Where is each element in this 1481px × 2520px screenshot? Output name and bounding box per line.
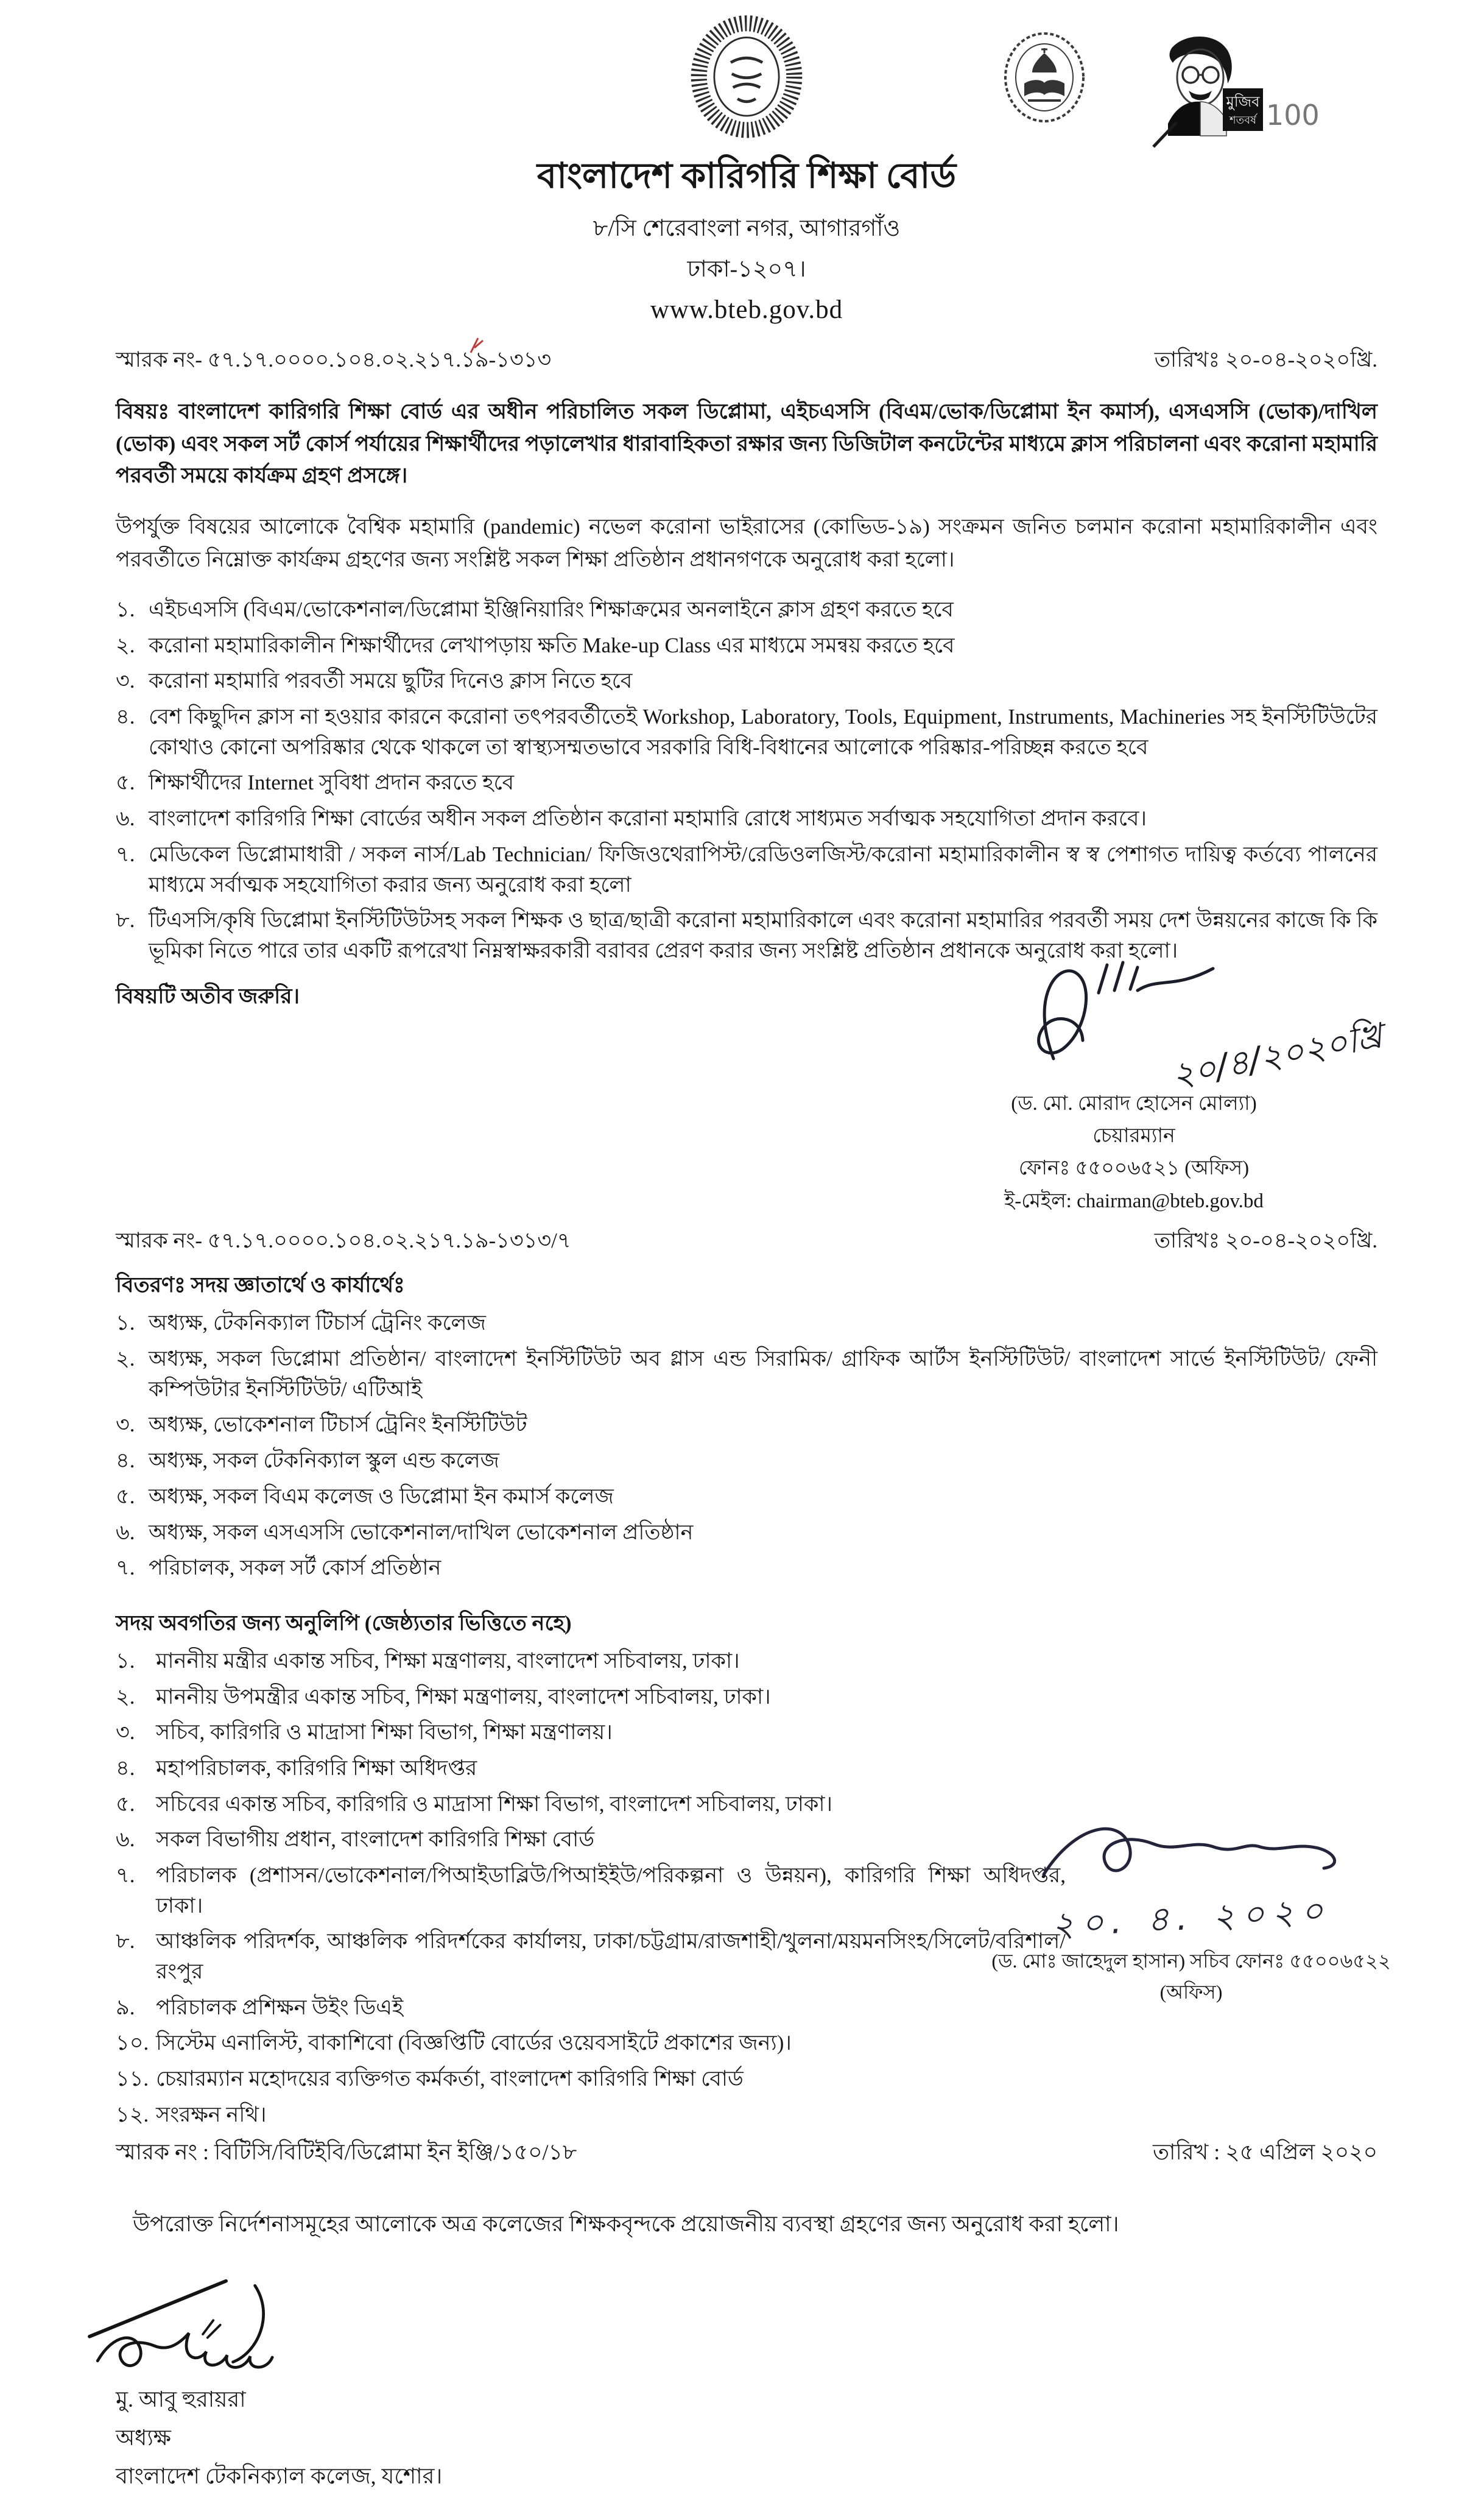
directives-list xyxy=(116,595,1377,966)
copies-heading: সদয় অবগতির জন্য অনুলিপি (জেষ্ঠ্যতার ভিত্তিতে নহে) xyxy=(116,1611,572,1635)
copy-item xyxy=(116,2100,1066,2130)
copy-item xyxy=(116,1992,1066,2023)
directive-item xyxy=(116,666,1377,696)
copy-item xyxy=(116,1646,1066,1676)
copy-item xyxy=(116,1753,1066,1784)
item-text: চেয়ারম্যান মহোদয়ের ব্যক্তিগত কর্মকর্তা, বাংলাদেশ কারিগরি শিক্ষা বোর্ড xyxy=(156,2067,744,2091)
item-number: ৭. xyxy=(116,1556,135,1580)
mujib-logo-sublabel: শতবর্ষ xyxy=(1229,114,1257,126)
header-right-logos xyxy=(999,27,1320,152)
item-number: ১. xyxy=(116,1648,135,1673)
copy-item xyxy=(116,1717,1066,1748)
distribution-item xyxy=(116,1344,1377,1404)
memo-date-3: তারিখ : ২৫ এপ্রিল ২০২০ xyxy=(1153,2139,1377,2164)
org-address-line1: ৮/সি শেরেবাংলা নগর, আগারগাঁও xyxy=(593,216,901,241)
item-text: সচিবের একান্ত সচিব, কারিগরি ও মাদ্রাসা শিক্ষা বিভাগ, বাংলাদেশ সচিবালয়, ঢাকা। xyxy=(156,1791,832,1816)
item-number: ৪. xyxy=(116,1756,135,1780)
memo-date-1: তারিখঃ ২০-০৪-২০২০খ্রি. xyxy=(1154,348,1377,372)
distribution-heading: বিতরণঃ সদয় জ্ঞাতার্থে ও কার্যার্থেঃ xyxy=(116,1273,405,1297)
item-text: অধ্যক্ষ, সকল বিএম কলেজ ও ডিপ্লোমা ইন কমার্স কলেজ xyxy=(149,1484,614,1508)
memo-row-1 xyxy=(116,343,1377,379)
item-text: মাননীয় উপমন্ত্রীর একান্ত সচিব, শিক্ষা মন্ত্রণালয়, বাংলাদেশ সচিবালয়, ঢাকা। xyxy=(156,1684,771,1709)
item-text: বেশ কিছুদিন ক্লাস না হওয়ার কারনে করোনা তৎপরবর্তীতেই Workshop, Laboratory, Tools, Equipment, Instruments, Machineries সহ ইনস্টিটিউটের কোথাও কোনো অপরিষ্কার থেকে থাকলে তা স্বাস্থ্যসম্মতভাবে সরকারি বিধি-বিধানের আলোকে পরিষ্কার-পরিচ্ছন্ন করতে হবে xyxy=(149,705,1377,759)
item-number: ২. xyxy=(116,1347,135,1371)
item-number: ১০. xyxy=(116,2031,149,2055)
principal-org: বাংলাদেশ টেকনিক্যাল কলেজ, যশোর। xyxy=(116,2463,443,2488)
item-number: ৭. xyxy=(116,842,135,866)
bteb-seal-icon xyxy=(689,17,804,145)
directive-item xyxy=(116,803,1377,834)
principal-name: মু. আবু হুরায়রা xyxy=(116,2387,246,2412)
principal-signature-icon xyxy=(73,2265,359,2381)
item-text: অধ্যক্ষ, ভোকেশনাল টিচার্স ট্রেনিং ইনস্টিটিউট xyxy=(149,1413,527,1437)
forwarding-note: উপরোক্ত নির্দেশনাসমূহের আলোকে অত্র কলেজের শিক্ষকবৃন্দকে প্রয়োজনীয় ব্যবস্থা গ্রহণের জন্য অনুরোধ করা হলো। xyxy=(133,2211,1119,2236)
item-text: শিক্ষার্থীদের Internet সুবিধা প্রদান করতে হবে xyxy=(149,771,515,795)
distribution-item xyxy=(116,1410,1377,1440)
item-text: সচিব, কারিগরি ও মাদ্রাসা শিক্ষা বিভাগ, শিক্ষা মন্ত্রণালয়। xyxy=(156,1720,613,1745)
item-number: ৫. xyxy=(116,1791,135,1816)
item-text: টিএসসি/কৃষি ডিপ্লোমা ইনস্টিটিউটসহ সকল শিক্ষক ও ছাত্র/ছাত্রী করোনা মহামারিকালে এবং করোনা মহামারির পরবর্তী সময় দেশ উন্নয়নের কাজে কি কি ভূমিকা নিতে পারে তার একটি রূপরেখা নিম্নস্বাক্ষরকারী বরাবর প্রেরণ করার জন্য সংশ্লিষ্ট প্রতিষ্ঠান প্রধানকে অনুরোধ করা হলো। xyxy=(149,908,1377,962)
directive-item xyxy=(116,839,1377,900)
chairman-handwritten-date: ২০/৪/২০২০খ্রি xyxy=(1168,1016,1385,1096)
item-number: ৮. xyxy=(116,908,135,933)
item-text: পরিচালক (প্রশাসন/ভোকেশনাল/পিআইডাব্লিউ/পিআইইউ/পরিকল্পনা ও উন্নয়ন), কারিগরি শিক্ষা অধিদপ্তর, ঢাকা। xyxy=(156,1863,1066,1918)
copy-item xyxy=(116,2028,1066,2058)
secretary-phone: ফোনঃ ৫৫০০৬৫২২ (অফিস) xyxy=(1159,1949,1391,2003)
item-number: ৪. xyxy=(116,705,135,729)
directive-item xyxy=(116,630,1377,661)
directive-item xyxy=(116,595,1377,625)
mujib-logo-number: 100 xyxy=(1266,99,1320,132)
secretary-signature-icon xyxy=(1033,1807,1349,1893)
org-website: www.bteb.gov.bd xyxy=(650,295,843,324)
copies-section xyxy=(116,1606,1391,2130)
chairman-phone: ফোনঃ ৫৫০০৬৫২১ (অফিস) xyxy=(1018,1157,1250,1180)
item-number: ৪. xyxy=(116,1449,135,1473)
copy-item xyxy=(116,2064,1066,2094)
principal-title: অধ্যক্ষ xyxy=(116,2425,171,2450)
item-text: অধ্যক্ষ, সকল এসএসসি ভোকেশনাল/দাখিল ভোকেশনাল প্রতিষ্ঠান xyxy=(149,1520,694,1544)
copies-list xyxy=(116,1646,1066,2130)
org-address-line2: ঢাকা-১২০৭। xyxy=(687,256,806,282)
memo-number-1: স্মারক নং- ৫৭.১৭.০০০০.১০৪.০২.২১৭.১৯-১৩১৩ xyxy=(116,348,552,372)
red-pen-mark xyxy=(466,334,490,359)
item-text: অধ্যক্ষ, টেকনিক্যাল টিচার্স ট্রেনিং কলেজ xyxy=(149,1311,486,1335)
item-text: এইচএসসি (বিএম/ভোকেশনাল/ডিপ্লোমা ইঞ্জিনিয়ারিং শিক্ষাক্রমের অনলাইনে ক্লাস গ্রহণ করতে হবে xyxy=(149,598,954,621)
secretary-signature-block xyxy=(978,1807,1404,2008)
copy-item xyxy=(116,1824,1066,1855)
item-number: ১১. xyxy=(116,2067,149,2091)
item-text: সিস্টেম এনালিস্ট, বাকাশিবো (বিজ্ঞপ্তিটি বোর্ডের ওয়েবসাইটে প্রকাশের জন্য)। xyxy=(156,2031,792,2055)
item-text: করোনা মহামারিকালীন শিক্ষার্থীদের লেখাপড়ায় ক্ষতি Make-up Class এর মাধ্যমে সমন্বয় করতে হবে xyxy=(149,633,955,657)
item-text: সংরক্ষন নথি। xyxy=(156,2102,267,2126)
principal-signature-block xyxy=(116,2265,1377,2496)
distribution-item xyxy=(116,1553,1377,1583)
item-text: বাংলাদেশ কারিগরি শিক্ষা বোর্ডের অধীন সকল প্রতিষ্ঠান করোনা মহামারি রোধে সাধ্যমত সর্বাত্মক সহযোগিতা প্রদান করবে। xyxy=(149,806,1147,831)
copy-item xyxy=(116,1789,1066,1819)
item-number: ৩. xyxy=(116,1413,135,1437)
item-text: আঞ্চলিক পরিদর্শক, আঞ্চলিক পরিদর্শকের কার্যালয়, ঢাকা/চট্টগ্রাম/রাজশাহী/খুলনা/ময়মনসিংহ/সিলেট/বরিশাল/রংপুর xyxy=(156,1929,1066,1984)
chairman-email: ই-মেইল: chairman@bteb.gov.bd xyxy=(1004,1190,1264,1212)
item-number: ২. xyxy=(116,1684,135,1709)
subject-line: বিষয়ঃ বাংলাদেশ কারিগরি শিক্ষা বোর্ড এর অধীন পরিচালিত সকল ডিপ্লোমা, এইচএসসি (বিএম/ভোক/ডিপ্লোমা ইন কমার্স), এসএসসি (ভোক)/দাখিল (ভোক) এবং সকল সর্ট কোর্স পর্যায়ের শিক্ষার্থীদের পড়ালেখার ধারাবাহিকতা রক্ষার জন্য ডিজিটাল কনটেন্টের মাধ্যমে ক্লাস পরিচালনা এবং করোনা মহামারি পরবর্তী সময়ে কার্যক্রম গ্রহণ প্রসঙ্গে। xyxy=(116,400,1377,487)
item-number: ৬. xyxy=(116,1520,135,1544)
chairman-name: (ড. মো. মোরাদ হোসেন মোল্যা) xyxy=(1011,1092,1257,1115)
urgent-note: বিষয়টি অতীব জরুরি। xyxy=(116,984,300,1008)
item-number: ১. xyxy=(116,598,135,621)
item-number: ২. xyxy=(116,633,135,657)
item-text: মাননীয় মন্ত্রীর একান্ত সচিব, শিক্ষা মন্ত্রণালয়, বাংলাদেশ সচিবালয়, ঢাকা। xyxy=(156,1648,740,1673)
memo-row-3 xyxy=(116,2136,1377,2172)
item-text: মহাপরিচালক, কারিগরি শিক্ষা অধিদপ্তর xyxy=(156,1756,477,1780)
mujib-100-logo xyxy=(1118,27,1320,152)
item-number: ৯. xyxy=(116,1995,135,2019)
secretary-title: সচিব xyxy=(1190,1949,1230,1972)
item-text: অধ্যক্ষ, সকল ডিপ্লোমা প্রতিষ্ঠান/ বাংলাদেশ ইনস্টিটিউট অব গ্লাস এন্ড সিরামিক/ গ্রাফিক আর্টস ইনস্টিটিউট/ বাংলাদেশ সার্ভে ইনস্টিটিউট/ ফেনী কম্পিউটার ইনস্টিটিউট/ এটিআই xyxy=(149,1347,1377,1401)
org-title: বাংলাদেশ কারিগরি শিক্ষা বোর্ড xyxy=(536,156,957,196)
chairman-title: চেয়ারম্যান xyxy=(1092,1125,1175,1148)
secretary-handwritten-date: ২০. ৪. ২০২০ xyxy=(1050,1891,1332,1946)
item-text: সকল বিভাগীয় প্রধান, বাংলাদেশ কারিগরি শিক্ষা বোর্ড xyxy=(156,1827,595,1852)
education-board-seal-icon xyxy=(999,27,1090,128)
item-number: ১২. xyxy=(116,2102,149,2126)
secretary-name: (ড. মোঃ জাহেদুল হাসান) xyxy=(991,1949,1186,1972)
memo-date-2: তারিখঃ ২০-০৪-২০২০খ্রি. xyxy=(1154,1229,1377,1253)
item-number: ৫. xyxy=(116,771,135,795)
copy-item xyxy=(116,1682,1066,1712)
item-number: ৬. xyxy=(116,806,135,831)
chairman-signature-block xyxy=(890,954,1385,1218)
item-text: করোনা মহামারি পরবর্তী সময়ে ছুটির দিনেও ক্লাস নিতে হবে xyxy=(149,669,633,693)
item-number: ৮. xyxy=(116,1929,135,1954)
item-number: ৭. xyxy=(116,1863,135,1887)
item-number: ১. xyxy=(116,1311,135,1335)
chairman-signature-area xyxy=(890,954,1385,1096)
memo-row-2 xyxy=(116,1224,1377,1260)
copy-item xyxy=(116,1860,1066,1921)
item-text: অধ্যক্ষ, সকল টেকনিক্যাল স্কুল এন্ড কলেজ xyxy=(149,1449,499,1473)
memo-number-3: স্মারক নং : বিটিসি/বিটিইবি/ডিপ্লোমা ইন ইঞ্জি/১৫০/১৮ xyxy=(116,2139,577,2164)
item-number: ৩. xyxy=(116,669,135,693)
closing-row xyxy=(116,975,1385,1218)
intro-paragraph: উপর্যুক্ত বিষয়ের আলোকে বৈশ্বিক মহামারি (pandemic) নভেল করোনা ভাইরাসের (কোভিড-১৯) সংক্রমন জনিত চলমান করোনা মহামারিকালীন এবং পরবর্তীতে নিম্নোক্ত কার্যক্রম গ্রহণের জন্য সংশ্লিষ্ট সকল শিক্ষা প্রতিষ্ঠান প্রধানগণকে অনুরোধ করা হলো। xyxy=(116,514,1377,571)
mujib-logo-label: মুজিব xyxy=(1226,94,1260,110)
item-text: মেডিকেল ডিপ্লোমাধারী / সকল নার্স/Lab Technician/ ফিজিওথেরাপিস্ট/রেডিওলজিস্ট/করোনা মহামারিকালীন স্ব স্ব পেশাগত দায়িত্ব কর্তব্যে পালনের মাধ্যমে সর্বাত্মক সহযোগিতা করার জন্য অনুরোধ করা হলো xyxy=(149,842,1377,897)
item-text: পরিচালক, সকল সর্ট কোর্স প্রতিষ্ঠান xyxy=(149,1556,441,1580)
distribution-list xyxy=(116,1308,1377,1583)
distribution-item xyxy=(116,1481,1377,1512)
item-text: পরিচালক প্রশিক্ষন উইং ডিএই xyxy=(156,1995,404,2019)
distribution-item xyxy=(116,1308,1377,1338)
item-number: ৫. xyxy=(116,1484,135,1508)
directive-item xyxy=(116,702,1377,762)
item-number: ৬. xyxy=(116,1827,135,1852)
item-number: ৩. xyxy=(116,1720,135,1745)
memo-number-2: স্মারক নং- ৫৭.১৭.০০০০.১০৪.০২.২১৭.১৯-১৩১৩/৭ xyxy=(116,1229,571,1253)
distribution-item xyxy=(116,1445,1377,1476)
distribution-item xyxy=(116,1517,1377,1548)
directive-item xyxy=(116,768,1377,798)
copy-item xyxy=(116,1926,1066,1986)
